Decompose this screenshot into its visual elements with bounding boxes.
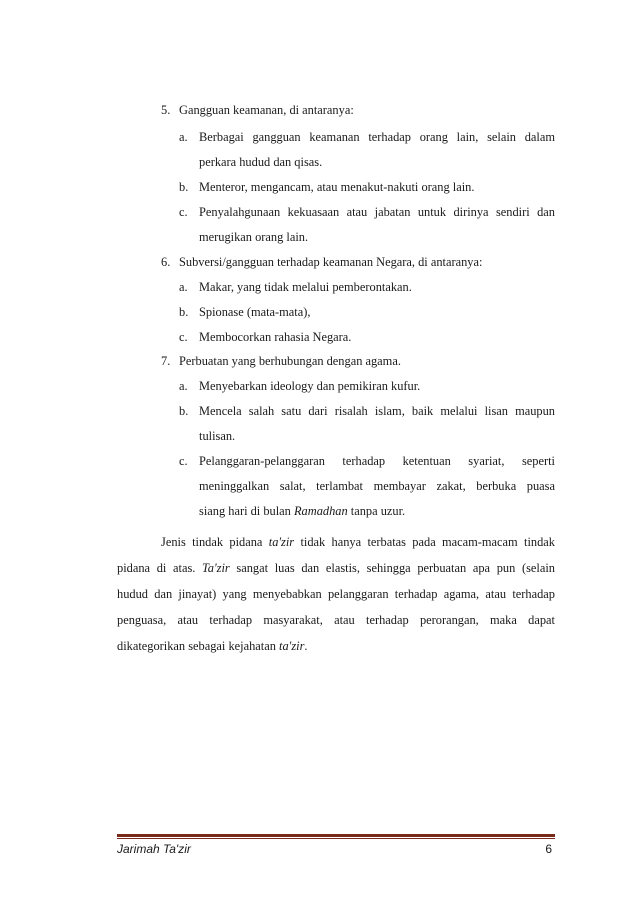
sublist-letter: a. xyxy=(179,280,188,294)
sublist-letter: a. xyxy=(179,379,188,393)
footer-rule xyxy=(117,834,555,837)
list-item-continued: perkara hudud dan qisas. xyxy=(199,155,323,169)
sublist-letter: c. xyxy=(179,330,188,344)
sublist-letter: c. xyxy=(179,205,188,219)
list-item-continued: siang hari di bulan Ramadhan tanpa uzur. xyxy=(199,504,406,518)
sublist-letter: b. xyxy=(179,305,189,319)
list-item: Perbuatan yang berhubungan dengan agama. xyxy=(179,354,401,368)
list-item: Menyebarkan ideology dan pemikiran kufur. xyxy=(199,379,421,393)
list-item: Berbagai gangguan keamanan terhadap orang lain, selain dalam xyxy=(199,130,555,144)
list-item-continued: merugikan orang lain. xyxy=(199,230,309,244)
list-item: Menteror, mengancam, atau menakut-nakuti orang lain. xyxy=(199,180,475,194)
paragraph-line: Jenis tindak pidana ta'zir tidak hanya terbatas pada macam-macam tindak xyxy=(161,535,555,549)
paragraph-line: penguasa, atau terhadap masyarakat, atau terhadap perorangan, maka dapat xyxy=(117,613,555,627)
list-item: Mencela salah satu dari risalah islam, baik melalui lisan maupun xyxy=(199,404,555,418)
footer-title: Jarimah Ta'zir xyxy=(117,842,191,856)
sublist-letter: b. xyxy=(179,404,189,418)
list-item: Subversi/gangguan terhadap keamanan Negara, di antaranya: xyxy=(179,255,483,269)
paragraph-line: hudud dan jinayat) yang menyebabkan pelanggaran terhadap agama, atau terhadap xyxy=(117,587,555,601)
paragraph-line: dikategorikan sebagai kejahatan ta'zir. xyxy=(117,639,308,653)
list-item-continued: meninggalkan salat, terlambat membayar zakat, berbuka puasa xyxy=(199,479,555,493)
list-number: 7. xyxy=(161,354,171,368)
footer-rule xyxy=(117,838,555,839)
list-item: Membocorkan rahasia Negara. xyxy=(199,330,352,344)
list-item: Makar, yang tidak melalui pemberontakan. xyxy=(199,280,412,294)
list-item-continued: tulisan. xyxy=(199,429,236,443)
page-number: 6 xyxy=(545,842,552,856)
list-number: 6. xyxy=(161,255,171,269)
list-item: Spionase (mata-mata), xyxy=(199,305,311,319)
sublist-letter: a. xyxy=(179,130,188,144)
list-item: Pelanggaran-pelanggaran terhadap ketentuan syariat, seperti xyxy=(199,454,555,468)
sublist-letter: c. xyxy=(179,454,188,468)
list-item: Penyalahgunaan kekuasaan atau jabatan untuk dirinya sendiri dan xyxy=(199,205,555,219)
list-number: 5. xyxy=(161,103,171,117)
list-item: Gangguan keamanan, di antaranya: xyxy=(179,103,354,117)
sublist-letter: b. xyxy=(179,180,189,194)
paragraph-line: pidana di atas. Ta'zir sangat luas dan elastis, sehingga perbuatan apa pun (selain xyxy=(117,561,555,575)
